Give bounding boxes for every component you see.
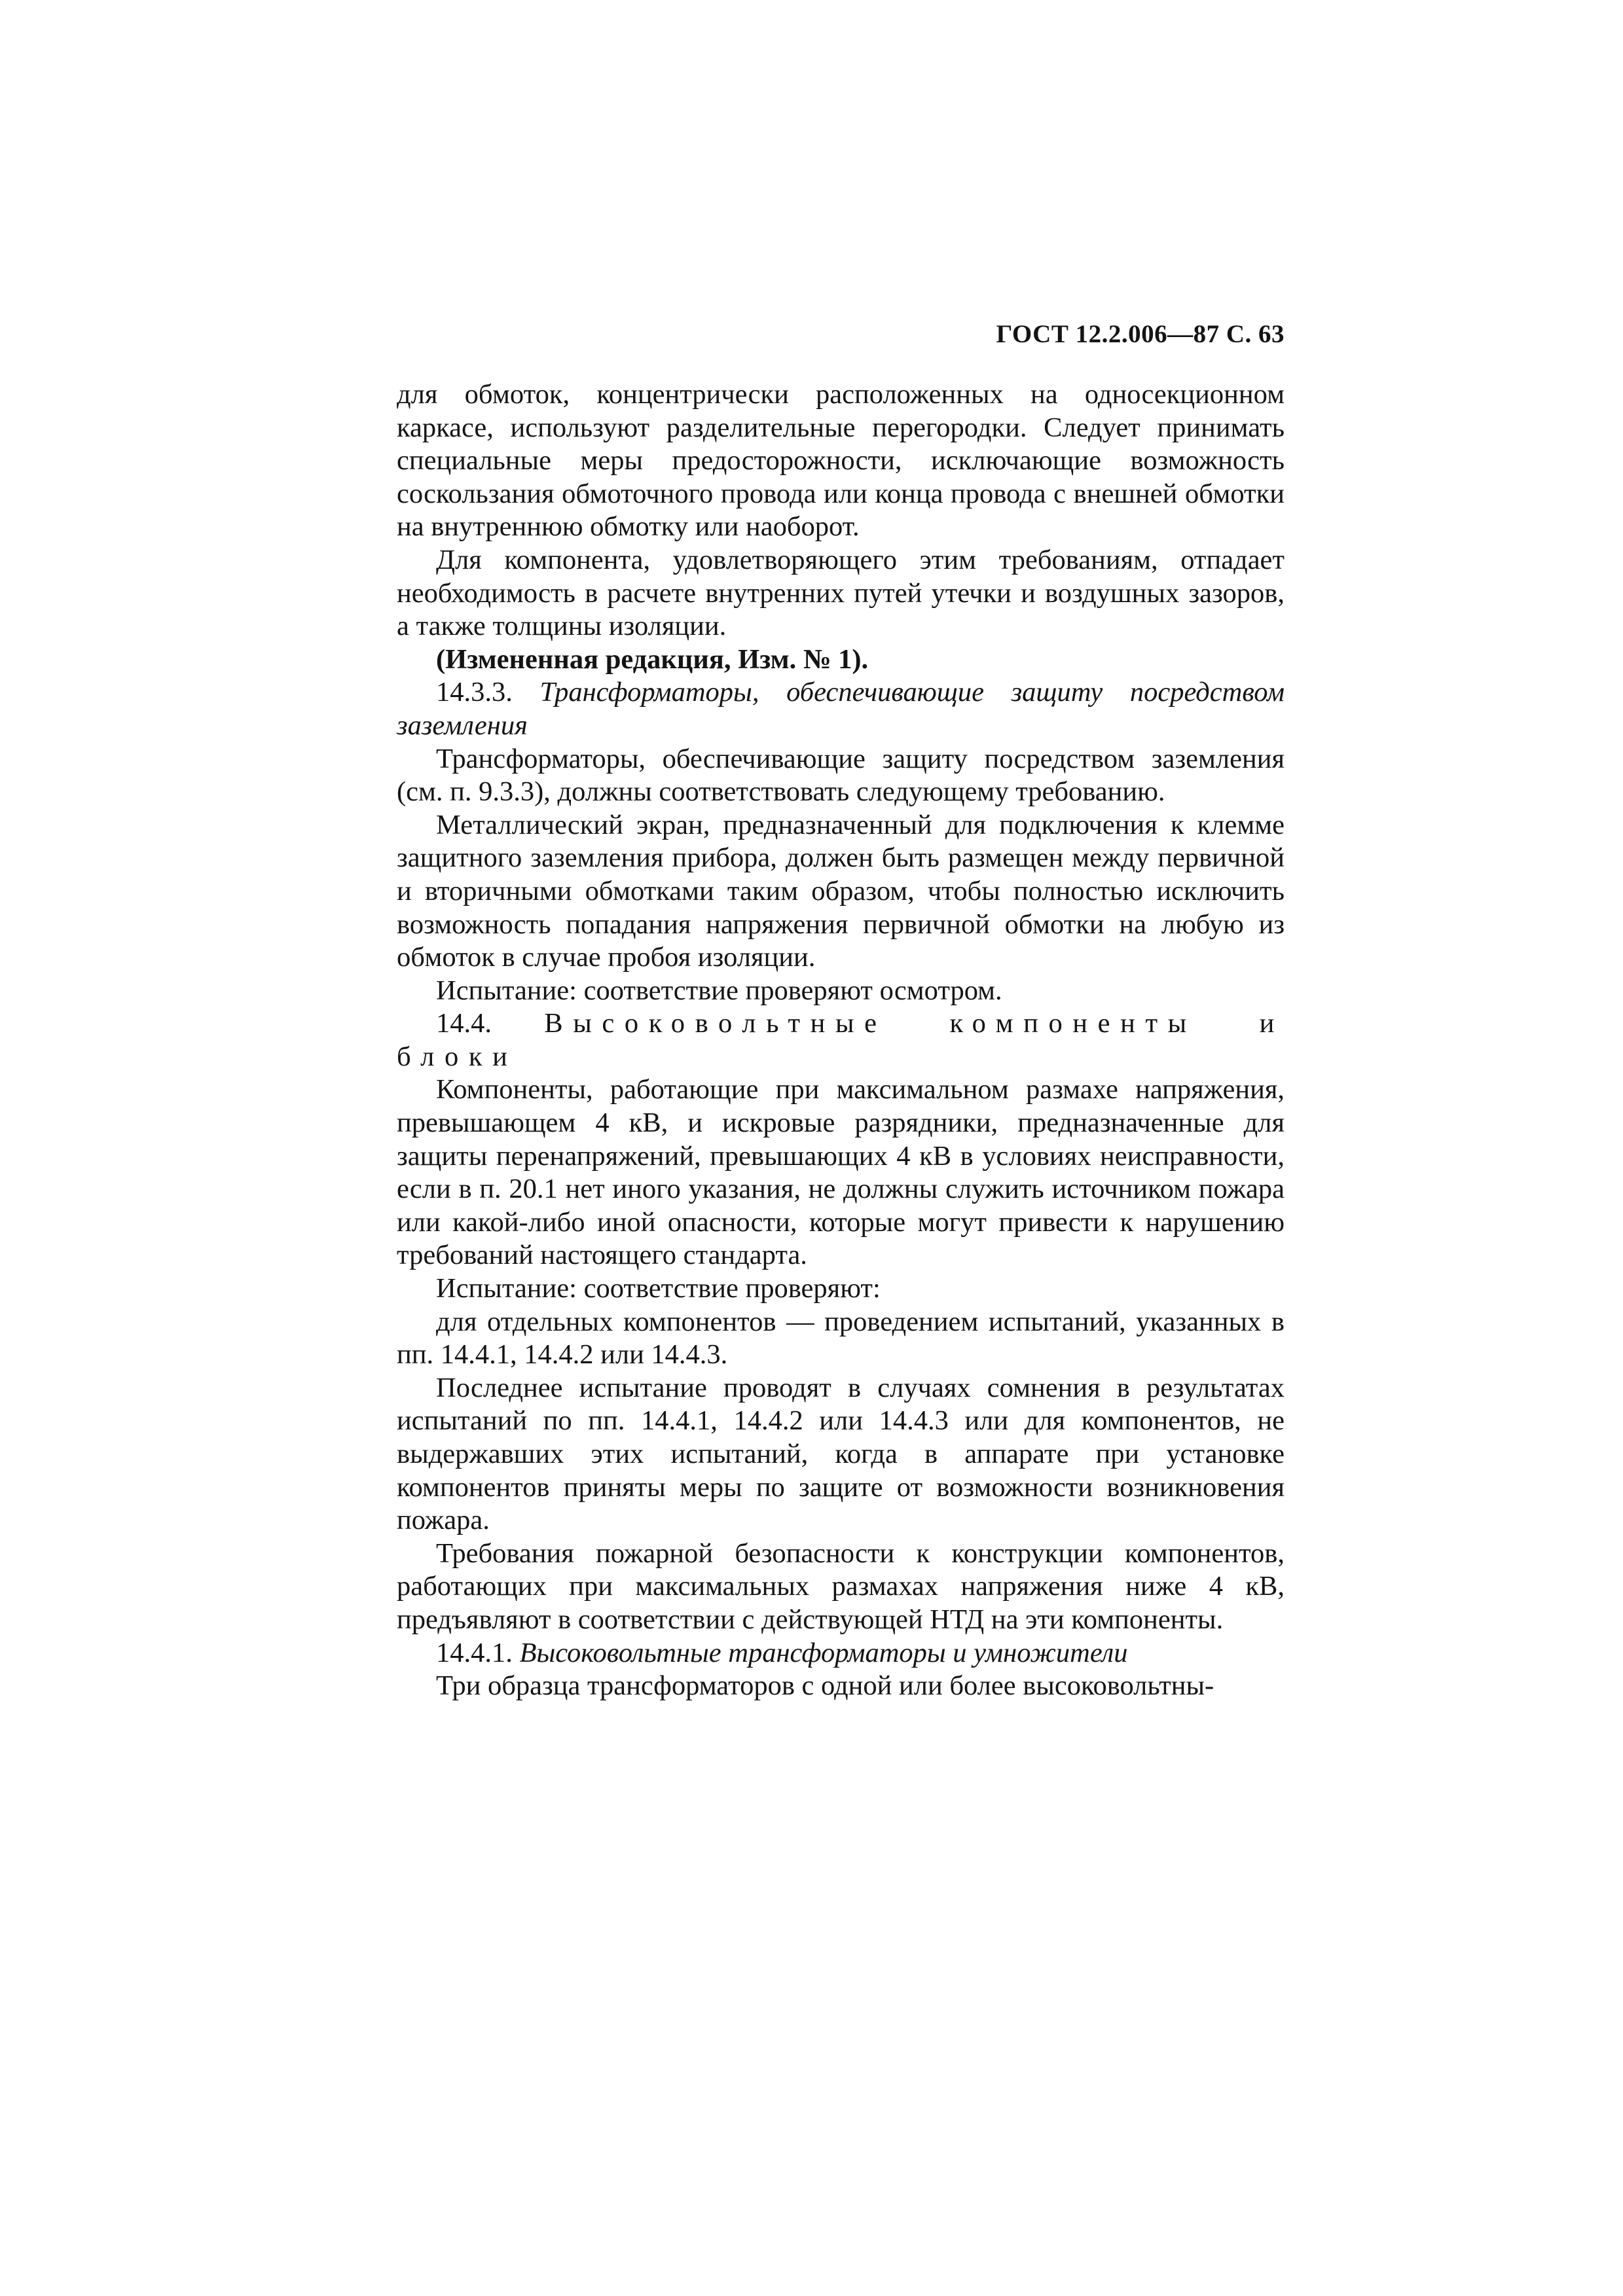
- paragraph-test-check: Испытание: соответствие проверяют:: [436, 1273, 881, 1304]
- section-title: Высоковольтные трансформаторы и умножители: [519, 1637, 1128, 1668]
- section-title: Высоковольтные компоненты и блоки: [397, 1008, 1285, 1072]
- amendment-note: (Измененная редакция, Изм. № 1).: [436, 643, 869, 675]
- paragraph-separate-components: для отдельных компонентов — проведением испытаний, указанных в пп. 14.4.1, 14.4.2 или 14.4.3.: [397, 1306, 1285, 1371]
- section-title: Трансформаторы, обеспечивающие защиту посредством заземления: [397, 677, 1285, 741]
- section-heading-14-4-1: [397, 1637, 1285, 1670]
- paragraph-fire-safety: Требования пожарной безопасности к конструкции компонентов, работающих при максимальных размахах напряжения ниже 4 кВ, предъявляют в соответствии с действующей НТД на эти компоненты.: [397, 1537, 1285, 1635]
- paragraph-last-test: Последнее испытание проводят в случаях сомнения в результатах испытаний по пп. 14.4.1, 14.4.2 или 14.4.3 или для компонентов, не выдержавших этих испытаний, когда в аппарате при установке компонентов приняты меры по защите от возможности возникновения пожара.: [397, 1372, 1285, 1536]
- paragraph-screen: Металлический экран, предназначенный для подключения к клемме защитного заземления прибора, должен быть размещен между первичной и вторичными обмотками таким образом, чтобы полностью исключить возможность попадания напряжения первичной обмотки на любую из обмоток в случае пробоя изоляции.: [397, 809, 1285, 973]
- paragraph-continuation: для обмоток, концентрически расположенных на односекционном каркасе, используют разделительные перегородки. Следует принимать специальные меры предосторожности, исключающие возможность соскользания обмоточного провода или конца провода с внешней обмотки на внутреннюю обмотку или наоборот.: [397, 379, 1285, 543]
- section-number: 14.4.: [436, 1008, 492, 1039]
- body-text: [397, 378, 1285, 1703]
- section-number: 14.4.1.: [436, 1637, 513, 1668]
- paragraph-high-voltage: Компоненты, работающие при максимальном размахе напряжения, превышающем 4 кВ, и искровые разрядники, предназначенные для защиты перенапряжений, превышающих 4 кВ в условиях неисправности, если в п. 20.1 нет иного указания, не должны служить источником пожара или какой-либо иной опасности, которые могут привести к нарушению требований настоящего стандарта.: [397, 1074, 1285, 1271]
- paragraph-grounding: Трансформаторы, обеспечивающие защиту посредством заземления (см. п. 9.3.3), должны соответствовать следующему требованию.: [397, 743, 1285, 808]
- paragraph-insulation: Для компонента, удовлетворяющего этим требованиям, отпадает необходимость в расчете внутренних путей утечки и воздушных зазоров, а также толщины изоляции.: [397, 544, 1285, 642]
- section-heading-14-4: [397, 1007, 1285, 1073]
- running-head: ГОСТ 12.2.006—87 С. 63: [996, 320, 1285, 348]
- paragraph-three-samples: Три образца трансформаторов с одной или более высоковольтны-: [436, 1670, 1214, 1702]
- section-number: 14.3.3.: [436, 677, 513, 708]
- paragraph-test-inspection: Испытание: соответствие проверяют осмотром.: [436, 975, 1002, 1006]
- section-heading-14-3-3: [397, 676, 1285, 742]
